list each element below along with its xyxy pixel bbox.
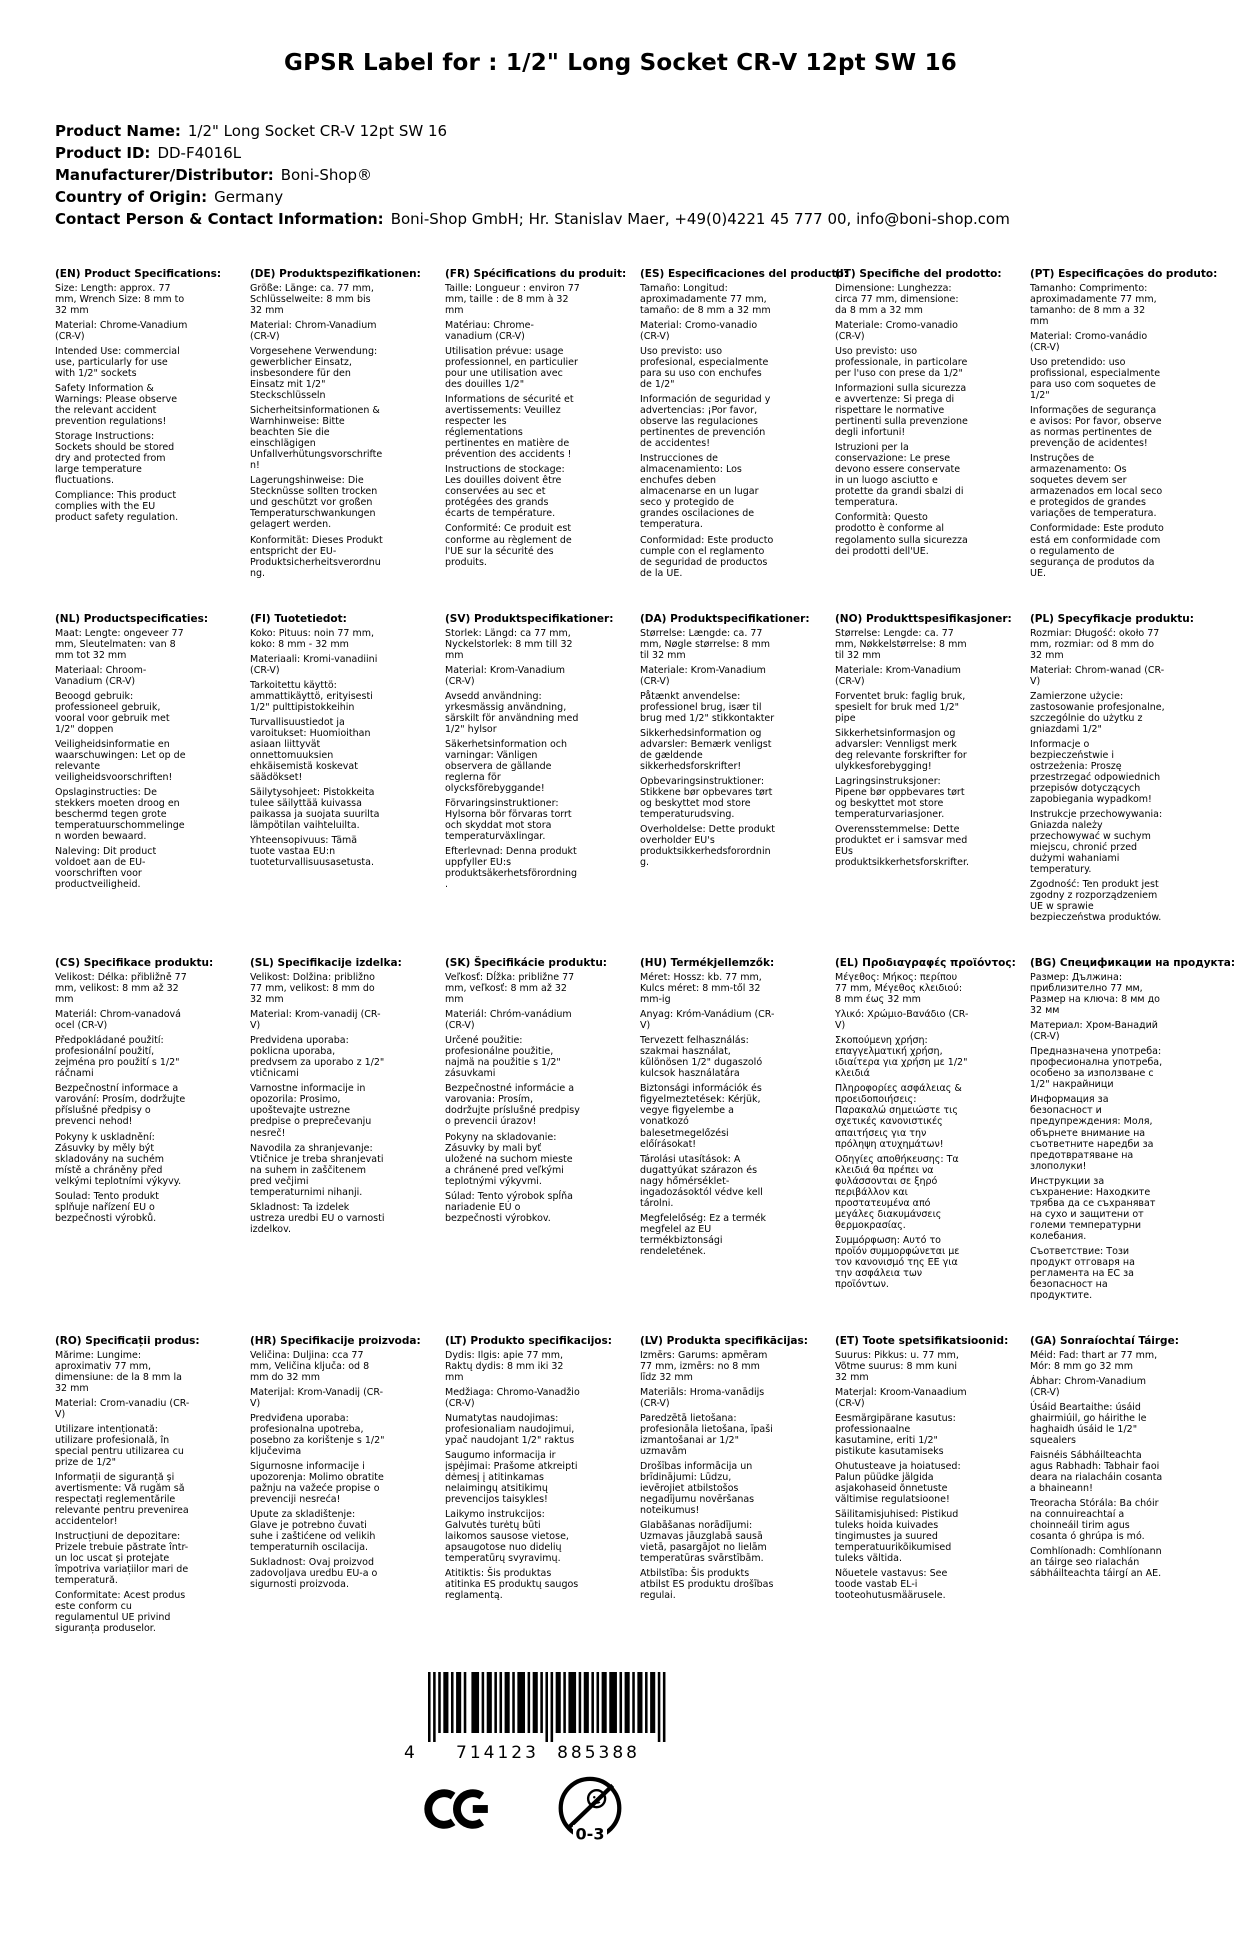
product-field-manufacturer [55,164,1241,186]
language-block-paragraph: Sicherheitsinformationen & Warnhinweise: Bitte beachten Sie die einschlägigen Unfallverhütungsvorschriften! [250,405,383,472]
language-block-paragraph: Materijal: Krom-Vanadij (CR-V) [250,1386,384,1409]
language-block-paragraph: Bezpečnostní informace a varování: Prosím, dodržujte příslušné předpisy o prevenci nehod! [55,1083,186,1128]
language-block-paragraph: Tárolási utasítások: A dugattyúkat szárazon és nagy hőmérséklet-ingadozásoktól védve kell tárolni. [640,1153,763,1209]
language-block-da [640,612,810,928]
language-block-heading: (NL) Productspecificaties: [55,612,209,625]
language-block-paragraph: Avsedd användning: yrkesmässig användning, särskilt för användning med 1/2" hylsor [445,690,579,735]
language-block-paragraph: Förvaringsinstruktioner: Hylsorna bör förvaras torrt och skyddat mot stora temperaturväxlingar. [445,797,572,842]
language-block-heading: (SV) Produktspecifikationer: [445,612,614,625]
language-block-pt [1030,268,1218,583]
language-block-paragraph: Instrucțiuni de depozitare: Prizele trebuie păstrate într-un loc uscat și protejate împotriva variațiilor mari de temperatură. [55,1531,189,1587]
language-block-paragraph: Material: Krom-Vanadium (CR-V) [445,664,566,687]
language-block-paragraph: Uso pretendido: uso profissional, especialmente para uso com soquetes de 1/2" [1030,357,1161,402]
product-field-id [55,142,1241,164]
language-block-paragraph: Faisnéis Sábháilteachta agus Rabhadh: Tabhair faoi deara na rialacháin cosanta a bhaineann! [1030,1450,1163,1495]
page-title: GPSR Label for : 1/2" Long Socket CR-V 12pt SW 16 [284,50,957,76]
product-field-contact [55,208,1241,230]
language-block-heading: (LV) Produkta specifikācijas: [640,1334,808,1347]
language-block-paragraph: Lagringsinstruksjoner: Pipene bør oppbevares tørt og beskyttet mot store temperaturvariasjoner. [835,775,965,820]
language-block-paragraph: Materiál: Chrom-vanadová ocel (CR-V) [55,1009,181,1032]
language-block-paragraph: Vorgesehene Verwendung: gewerblicher Einsatz, insbesondere für den Einsatz mit 1/2" Steckschlüsseln [250,346,378,402]
language-block-paragraph: Forventet bruk: faglig bruk, spesielt for bruk med 1/2" pipe [835,690,966,724]
language-block-paragraph: Material: Chrome-Vanadium (CR-V) [55,320,188,343]
language-block-paragraph: Medžiaga: Chromo-Vanadžio (CR-V) [445,1386,580,1409]
language-block-de [250,268,421,583]
language-block-paragraph: Určené použitie: profesionálne použitie, najmä na použitie s 1/2" zásuvkami [445,1035,561,1080]
language-block-heading: (RO) Specificații produs: [55,1334,200,1347]
language-block-paragraph: Overensstemmelse: Dette produktet er i samsvar med EUs produktsikkerhetsforskrifter. [835,823,970,869]
language-block-paragraph: Conformità: Questo prodotto è conforme al regolamento sulla sicurezza dei prodotti dell'UE. [835,512,968,557]
language-block-paragraph: Varnostne informacije in opozorila: Prosimo, upoštevajte ustrezne predpise o preprečevanju nesreč! [250,1083,372,1139]
language-block-heading: (PT) Especificações do produto: [1030,268,1218,280]
language-block-paragraph: Säkerhetsinformation och varningar: Vänligen observera de gällande reglerna för olycksförebyggande! [445,738,568,794]
language-block-paragraph: Pokyny k uskladnění: Zásuvky by měly být skladovány na suchém místě a chráněny před velkými teplotními výkyvy. [55,1131,182,1187]
language-block-paragraph: Materiale: Cromo-vanadio (CR-V) [835,320,958,343]
language-block-heading: (NO) Produkttspesifikasjoner: [835,612,1012,625]
language-block-paragraph: Efterlevnad: Denna produkt uppfyller EU:s produktsäkerhetsförordning. [445,846,578,891]
language-block-sv [445,612,614,928]
language-block-paragraph: Maat: Lengte: ongeveer 77 mm, Sleutelmaten: van 8 mm tot 32 mm [55,627,184,661]
language-block-paragraph: Rozmiar: Długość: około 77 mm, rozmiar: od 8 mm do 32 mm [1030,627,1160,661]
language-block-paragraph: Úsáid Beartaithe: úsáid ghairmiúil, go háirithe le haghaidh úsáid le 1/2" squealers [1030,1401,1147,1447]
language-block-no [835,612,1012,928]
language-block-paragraph: Conformidad: Este producto cumple con el reglamento de seguridad de productos de la UE. [640,534,774,579]
language-block-ga [1030,1334,1179,1639]
barcode-left-group: 714123 [456,1743,539,1764]
barcode-digits [404,1743,668,1764]
product-field-value: 1/2" Long Socket CR-V 12pt SW 16 [187,122,448,140]
language-block-paragraph: Konformität: Dieses Produkt entspricht der EU-Produktsicherheitsverordnung. [250,534,383,579]
language-block-paragraph: Инструкции за съхранение: Находките трябва да се съхраняват на сухо и защитени от големи температурни колебания. [1030,1175,1156,1242]
language-block-paragraph: Υλικό: Χρώμιο-Βανάδιο (CR-V) [835,1009,969,1032]
language-block-paragraph: Pokyny na skladovanie: Zásuvky by mali byť uložené na suchom mieste a chránené pred veľkými teplotnými výkyvmi. [445,1131,573,1187]
language-block-paragraph: Veiligheidsinformatie en waarschuwingen: Let op de relevante veiligheidsvoorschriften! [55,738,186,783]
language-blocks-grid [55,268,1241,1638]
language-block-paragraph: Påtænkt anvendelse: professionel brug, især til brug med 1/2" stikkontakter [640,690,775,724]
language-block-paragraph: Instrukcje przechowywania: Gniazda należy przechowywać w suchym miejscu, chronić przed dużymi wahaniami temperatury. [1030,808,1163,876]
language-block-hu [640,957,775,1305]
language-block-paragraph: Suurus: Pikkus: u. 77 mm, Võtme suurus: 8 mm kuni 32 mm [835,1349,959,1383]
language-block-heading: (DE) Produktspezifikationen: [250,268,421,280]
language-block-paragraph: Sukladnost: Ovaj proizvod zadovoljava uredbu EU-a o sigurnosti proizvoda. [250,1557,378,1591]
language-block-paragraph: Instrucciones de almacenamiento: Los enchufes deben almacenarse en un lugar seco y protegido de grandes oscilaciones de temperatura. [640,453,759,531]
language-block-paragraph: Biztonsági információk és figyelmeztetések: Kérjük, vegye figyelembe a vonatkozó balesetmegelőzési előírásokat! [640,1083,762,1150]
language-block-paragraph: Tervezett felhasználás: szakmai használat, különösen 1/2" dugaszoló kulcsok használatára [640,1035,763,1080]
language-block-paragraph: Treoracha Stórála: Ba chóir na connuireachtaí a choinneáil tirim agus cosanta ó ghrúpa is mó. [1030,1498,1159,1543]
language-block-paragraph: Materjal: Kroom-Vanaadium (CR-V) [835,1386,967,1409]
language-block-paragraph: Veľkosť: Dĺžka: približne 77 mm, veľkosť: 8 mm až 32 mm [445,972,575,1006]
product-field-value: DD-F4016L [157,144,242,162]
language-block-paragraph: Intended Use: commercial use, particularly for use with 1/2" sockets [55,346,180,380]
product-field-label: Contact Person & Contact Information: [55,210,384,228]
language-block-et [835,1334,1009,1639]
language-block-paragraph: Uso previsto: uso profesional, especialmente para su uso con enchufes de 1/2" [640,346,769,391]
language-block-paragraph: Dimensione: Lunghezza: circa 77 mm, dimensione: da 8 mm a 32 mm [835,283,959,317]
language-block-paragraph: Izmērs: Garums: apmēram 77 mm, izmērs: no 8 mm līdz 32 mm [640,1349,768,1383]
language-block-paragraph: Safety Information & Warnings: Please observe the relevant accident prevention regulations! [55,383,178,428]
language-block-paragraph: Säilytysohjeet: Pistokkeita tulee säilyttää kuivassa paikassa ja suojata suurilta lämpötilan vaihteluilta. [250,786,380,831]
language-block-bg [1030,957,1236,1305]
language-block-heading: (SL) Specifikacije izdelka: [250,957,402,970]
language-block-paragraph: Utilizare intenționată: utilizare profesională, în special pentru utilizarea cu prize de 1/2" [55,1424,184,1469]
language-block-paragraph: Uso previsto: uso professionale, in particolare per l'uso con prese da 1/2" [835,346,968,380]
language-block-ro [55,1334,200,1639]
language-block-paragraph: Μέγεθος: Μήκος: περίπου 77 mm, Μέγεθος κλειδιού: 8 mm έως 32 mm [835,972,963,1006]
language-block-paragraph: Информация за безопасност и предупреждения: Моля, обърнете внимание на съответните наредби за предотвратяване на злополуки! [1030,1094,1154,1172]
language-block-paragraph: Información de seguridad y advertencias: ¡Por favor, observe las regulaciones pertinentes de prevención de accidentes! [640,394,771,450]
language-block-paragraph: Tarkoitettu käyttö: ammattikäyttö, erityisesti 1/2" pulttipistokkeihin [250,679,373,713]
language-block-paragraph: Conformité: Ce produit est conforme au règlement de l'UE sur la sécurité des produits. [445,523,572,568]
language-block-paragraph: Bezpečnostné informácie a varovania: Prosím, dodržujte príslušné predpisy o prevencii úrazov! [445,1083,580,1128]
language-block-paragraph: Tamaño: Longitud: aproximadamente 77 mm, tamaño: de 8 mm a 32 mm [640,283,771,317]
language-block-paragraph: Tamanho: Comprimento: aproximadamente 77 mm, tamanho: de 8 mm a 32 mm [1030,283,1157,328]
ce-mark-icon [424,1788,490,1834]
language-block-paragraph: Συμμόρφωση: Αυτό το προϊόν συμμορφώνεται με τον κανονισμό της ΕΕ για την ασφάλεια των προϊόντων. [835,1234,960,1290]
language-block-paragraph: Utilisation prévue: usage professionnel, en particulier pour une utilisation avec des douilles 1/2" [445,346,578,391]
language-block-paragraph: Mărime: Lungime: aproximativ 77 mm, dimensiune: de la 8 mm la 32 mm [55,1349,182,1394]
language-block-paragraph: Størrelse: Længde: ca. 77 mm, Nøgle størrelse: 8 mm til 32 mm [640,627,770,661]
language-block-paragraph: Instruções de armazenamento: Os soquetes devem ser armazenados em local seco e protegidos de grandes variações de temperatura. [1030,453,1163,520]
barcode-bars-image [428,1672,668,1742]
language-block-paragraph: Súlad: Tento výrobok spĺňa nariadenie EÚ o bezpečnosti výrobkov. [445,1190,573,1224]
language-block-sk [445,957,608,1305]
barcode-first-digit: 4 [404,1743,415,1764]
language-block-paragraph: Predvidena uporaba: poklicna uporaba, predvsem za uporabo z 1/2" vtičnicami [250,1035,385,1080]
language-block-paragraph: Navodila za shranjevanje: Vtičnice je treba shranjevati na suhem in zaščitenem pred večjimi temperaturnimi nihanji. [250,1142,384,1198]
language-block-paragraph: Méid: Fad: thart ar 77 mm, Mór: 8 mm go 32 mm [1030,1349,1158,1372]
language-block-paragraph: Matériau: Chrome-vanadium (CR-V) [445,320,534,343]
language-block-paragraph: Nõuetele vastavus: See toode vastab EL-i tooteohutusmäärusele. [835,1568,948,1602]
language-block-paragraph: Materiaal: Chroom-Vanadium (CR-V) [55,664,147,687]
language-block-paragraph: Anyag: Króm-Vanádium (CR-V) [640,1009,775,1032]
language-block-paragraph: Material: Krom-vanadij (CR-V) [250,1009,381,1032]
language-block-paragraph: Ohutusteave ja hoiatused: Palun püüdke jälgida asjakohaseid õnnetuste vältimise regulatsioone! [835,1461,961,1506]
language-block-paragraph: Informações de segurança e avisos: Por favor, observe as normas pertinentes de prevenção de acidentes! [1030,405,1162,450]
language-block-heading: (SK) Špecifikácie produktu: [445,957,608,970]
language-block-paragraph: Sikkerhedsinformation og advarsler: Bemærk venligst de gældende sikkerhedsforskrifter! [640,727,772,772]
language-block-paragraph: Overholdelse: Dette produkt overholder EU's produktsikkerhedsforordning. [640,823,775,869]
language-block-paragraph: Skladnost: Ta izdelek ustreza uredbi EU o varnosti izdelkov. [250,1201,385,1235]
language-block-lt [445,1334,612,1639]
language-block-paragraph: Материал: Хром-Ванадий (CR-V) [1030,1020,1158,1043]
language-block-heading: (ES) Especificaciones del producto: [640,268,848,280]
language-block-paragraph: Naleving: Dit product voldoet aan de EU-voorschriften voor productveiligheid. [55,846,157,891]
language-block-paragraph: Materiale: Krom-Vanadium (CR-V) [835,664,961,687]
language-block-paragraph: Sigurnosne informacije i upozorenja: Molimo obratite pažnju na važeće propise o prevenciji nesreća! [250,1461,384,1506]
product-field-label: Country of Origin: [55,188,208,206]
language-block-heading: (HR) Specifikacije proizvoda: [250,1334,421,1347]
language-block-heading: (HU) Termékjellemzők: [640,957,775,970]
language-block-paragraph: Veličina: Duljina: cca 77 mm, Veličina ključa: od 8 mm do 32 mm [250,1349,370,1383]
language-block-paragraph: Materiale: Krom-Vanadium (CR-V) [640,664,766,687]
product-field-value: Germany [214,188,284,206]
language-block-paragraph: Materiāls: Hroma-vanādijs (CR-V) [640,1386,765,1409]
language-block-heading: (EN) Product Specifications: [55,268,222,280]
language-block-paragraph: Upute za skladištenje: Glave je potrebno čuvati suhe i zaštićene od velikih temperaturnih oscilacija. [250,1509,376,1554]
language-block-paragraph: Koko: Pituus: noin 77 mm, koko: 8 mm - 32 mm [250,627,375,650]
product-info-section [55,120,1241,230]
language-block-paragraph: Предназначена употреба: професионална употреба, особено за използване с 1/2" накрайници [1030,1046,1163,1091]
language-block-paragraph: Σκοπούμενη χρήση: επαγγελματική χρήση, ιδιαίτερα για χρήση με 1/2" κλειδιά [835,1035,968,1080]
language-block-paragraph: Größe: Länge: ca. 77 mm, Schlüsselweite: 8 mm bis 32 mm [250,283,374,317]
language-block-paragraph: Méret: Hossz: kb. 77 mm, Kulcs méret: 8 mm-től 32 mm-ig [640,972,762,1006]
language-block-paragraph: Atbilstība: Šis produkts atbilst ES produktu drošības regulai. [640,1568,774,1602]
barcode-right-group: 885388 [557,1743,640,1764]
language-block-paragraph: Material: Chrom-Vanadium (CR-V) [250,320,377,343]
language-block-paragraph: Zgodność: Ten produkt jest zgodny z rozporządzeniem UE w sprawie bezpieczeństwa produktów. [1030,879,1162,924]
age-warning-0-3-icon [556,1768,624,1856]
language-block-lv [640,1334,808,1639]
footer-section [0,1666,1241,1936]
language-block-paragraph: Eesmärgipärane kasutus: professionaalne kasutamine, eriti 1/2" pistikute kasutamiseks [835,1412,956,1458]
language-block-paragraph: Laikymo instrukcijos: Galvutės turėtų būti laikomos sausose vietose, apsaugotose nuo didelių temperatūrų svyravimų. [445,1509,569,1565]
product-field-origin [55,186,1241,208]
language-block-paragraph: Instructions de stockage: Les douilles doivent être conservées au sec et protégées des grands écarts de température. [445,464,565,520]
language-block-nl [55,612,209,928]
language-block-es [640,268,848,583]
language-block-paragraph: Yhteensopivuus: Tämä tuote vastaa EU:n tuoteturvallisuusasetusta. [250,835,374,869]
product-field-name [55,120,1241,142]
product-field-label: Product ID: [55,144,151,162]
language-block-heading: (CS) Specifikace produktu: [55,957,214,970]
language-block-el [835,957,1016,1305]
language-block-paragraph: Glabāšanas norādījumi: Uzmavas jāuzglabā sausā vietā, pasargājot no lielām temperatūras svārstībām. [640,1520,767,1565]
language-block-paragraph: Materiał: Chrom-wanad (CR-V) [1030,664,1165,687]
language-block-sl [250,957,402,1305]
age-warning-label: 0-3 [575,1824,605,1844]
language-block-paragraph: Zamierzone użycie: zastosowanie profesjonalne, szczególnie do użytku z gniazdami 1/2" [1030,690,1165,735]
language-block-paragraph: Velikost: Délka: přibližně 77 mm, velikost: 8 mm až 32 mm [55,972,187,1006]
language-block-paragraph: Размер: Дължина: приблизително 77 мм, Размер на ключа: 8 мм до 32 мм [1030,972,1160,1017]
language-block-cs [55,957,214,1305]
language-block-paragraph: Istruzioni per la conservazione: Le prese devono essere conservate in un luogo asciutto e protette da grandi sbalzi di temperatura. [835,442,964,509]
language-block-paragraph: Size: Length: approx. 77 mm, Wrench Size: 8 mm to 32 mm [55,283,185,317]
language-block-paragraph: Atitiktis: Šis produktas atitinka ES produktų saugos reglamentą. [445,1568,579,1602]
language-block-heading: (LT) Produkto specifikacijos: [445,1334,612,1347]
product-field-label: Manufacturer/Distributor: [55,166,274,184]
product-field-value: Boni-Shop® [280,166,373,184]
language-block-paragraph: Lagerungshinweise: Die Stecknüsse sollten trocken und geschützt vor großen Temperaturschwankungen gelagert werden. [250,475,378,531]
language-block-heading: (FR) Spécifications du produit: [445,268,627,280]
language-block-paragraph: Informacje o bezpieczeństwie i ostrzeżenia: Proszę przestrzegać odpowiednich przepisów dotyczących zapobiegania wypadkom! [1030,738,1161,805]
language-block-heading: (ET) Toote spetsifikatsioonid: [835,1334,1009,1347]
product-field-value: Boni-Shop GmbH; Hr. Stanislav Maer, +49(0)4221 45 777 00, info@boni-shop.com [390,210,1010,228]
language-block-heading: (GA) Sonraíochtaí Táirge: [1030,1334,1179,1347]
product-field-label: Product Name: [55,122,181,140]
language-block-paragraph: Storlek: Längd: ca 77 mm, Nyckelstorlek: 8 mm till 32 mm [445,627,573,661]
language-block-paragraph: Material: Cromo-vanadio (CR-V) [640,320,758,343]
language-block-paragraph: Storage Instructions: Sockets should be stored dry and protected from large temperature fluctuations. [55,431,175,487]
language-block-heading: (BG) Спецификации на продукта: [1030,957,1236,970]
language-block-heading: (DA) Produktspecifikationer: [640,612,810,625]
language-block-paragraph: Dydis: Ilgis: apie 77 mm, Raktų dydis: 8 mm iki 32 mm [445,1349,564,1383]
language-block-paragraph: Compliance: This product complies with the EU product safety regulation. [55,490,179,524]
language-block-paragraph: Conformitate: Acest produs este conform cu regulamentul UE privind siguranța produselor. [55,1590,186,1635]
language-block-paragraph: Paredzētā lietošana: profesionāla lietošana, īpaši izmantošanai ar 1/2" uzmavām [640,1412,773,1458]
language-block-paragraph: Størrelse: Lengde: ca. 77 mm, Nøkkelstørrelse: 8 mm til 32 mm [835,627,967,661]
language-block-heading: (IT) Specifiche del prodotto: [835,268,1002,280]
language-block-pl [1030,612,1194,928]
language-block-paragraph: Opbevaringsinstruktioner: Stikkene bør opbevares tørt og beskyttet mod store temperaturudsving. [640,775,773,820]
language-block-paragraph: Drošības informācija un brīdinājumi: Lūdzu, ievērojiet atbilstošos negadījumu novēršanas noteikumus! [640,1461,755,1517]
language-block-paragraph: Materiaali: Kromi-vanadiini (CR-V) [250,653,378,676]
language-block-paragraph: Megfelelőség: Ez a termék megfelel az EU termékbiztonsági rendeletének. [640,1212,767,1257]
language-block-paragraph: Informazioni sulla sicurezza e avvertenze: Si prega di rispettare le normative pertinenti sulla prevenzione degli infortuni! [835,383,968,439]
language-block-paragraph: Turvallisuustiedot ja varoitukset: Huomioithan asiaan liittyvät onnettomuuksien ehkäisemistä koskevat säädökset! [250,716,371,783]
language-block-hr [250,1334,421,1639]
language-block-heading: (EL) Προδιαγραφές προϊόντος: [835,957,1016,970]
language-block-paragraph: Съответствие: Този продукт отговаря на регламента на ЕС за безопасност на продуктите. [1030,1245,1135,1301]
language-block-paragraph: Ábhar: Chrom-Vanadium (CR-V) [1030,1375,1146,1398]
language-block-paragraph: Informații de siguranță și avertismente: Vă rugăm să respectați reglementările relevante pentru prevenirea accidentelor! [55,1472,189,1528]
language-block-paragraph: Οδηγίες αποθήκευσης: Τα κλειδιά θα πρέπει να φυλάσσονται σε ξηρό περιβάλλον και προστατευμένα από μεγάλες διακυμάνσεις θερμοκρασίας. [835,1153,959,1231]
language-block-paragraph: Numatytas naudojimas: profesionaliam naudojimui, ypač naudojant 1/2" raktus [445,1412,575,1447]
language-block-paragraph: Predviđena uporaba: profesionalna upotreba, posebno za korištenje s 1/2" ključevima [250,1412,385,1458]
language-block-fi [250,613,385,928]
language-block-fr [445,268,627,583]
language-block-paragraph: Beoogd gebruik: professioneel gebruik, vooral voor gebruik met 1/2" doppen [55,690,170,735]
language-block-heading: (PL) Specyfikacje produktu: [1030,612,1194,625]
language-block-heading: (FI) Tuotetiedot: [250,612,347,625]
language-block-paragraph: Soulad: Tento produkt splňuje nařízení EU o bezpečnosti výrobků. [55,1190,160,1224]
language-block-en [55,268,222,583]
language-block-paragraph: Sikkerhetsinformasjon og advarsler: Vennligst merk deg relevante forskrifter for ulykkesforebygging! [835,727,967,772]
language-block-paragraph: Comhlíonadh: Comhlíonann an táirge seo rialachán sábháilteachta táirgí an AE. [1030,1546,1162,1580]
language-block-paragraph: Informations de sécurité et avertissements: Veuillez respecter les réglementations pertinentes en matière de prévention des accidents ! [445,394,574,461]
barcode [404,1672,668,1764]
language-block-paragraph: Conformidade: Este produto está em conformidade com o regulamento de segurança de produtos da UE. [1030,523,1164,579]
language-block-paragraph: Material: Cromo-vanádio (CR-V) [1030,331,1148,354]
language-block-paragraph: Materiál: Chróm-vanádium (CR-V) [445,1009,572,1032]
language-block-paragraph: Πληροφορίες ασφάλειας & προειδοποιήσεις: Παρακαλώ σημειώστε τις σχετικές κανονιστικές απαιτήσεις για την πρόληψη ατυχημάτων! [835,1083,962,1150]
language-block-paragraph: Předpokládané použití: profesionální použití, zejména pro použití s 1/2" ráčnami [55,1035,180,1080]
language-block-paragraph: Taille: Longueur : environ 77 mm, taille : de 8 mm à 32 mm [445,283,580,317]
language-block-paragraph: Saugumo informacija ir įspėjimai: Prašome atkreipti dėmesį į atitinkamas nelaimingų atsitikimų prevencijos taisykles! [445,1450,578,1506]
language-block-it [835,268,1002,583]
language-block-paragraph: Velikost: Dolžina: približno 77 mm, velikost: 8 mm do 32 mm [250,972,375,1006]
language-block-paragraph: Material: Crom-vanadiu (CR-V) [55,1397,190,1420]
language-block-paragraph: Säilitamisjuhised: Pistikud tuleks hoida kuivades tingimustes ja suured temperatuurikõikumised tuleks vältida. [835,1509,959,1565]
language-block-paragraph: Opslaginstructies: De stekkers moeten droog en beschermd tegen grote temperatuurschommelingen worden bewaard. [55,786,185,842]
